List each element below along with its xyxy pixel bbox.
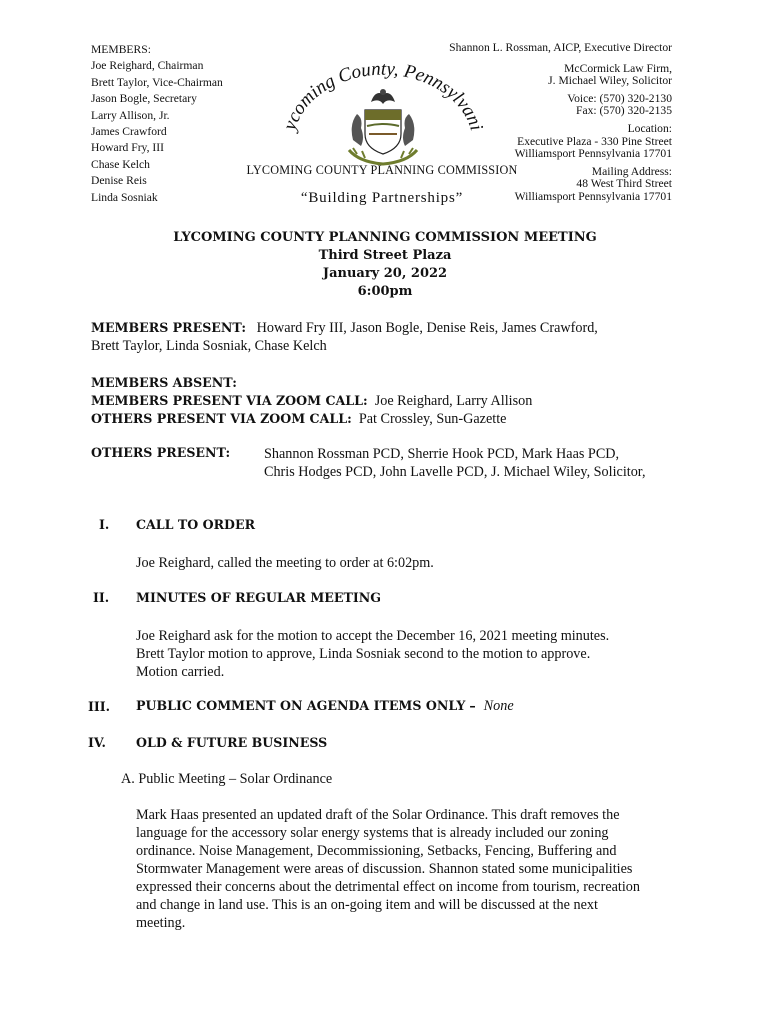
others-present-line: Chris Hodges PCD, John Lavelle PCD, J. Michael Wiley, Solicitor, (264, 464, 646, 480)
member-item: Joe Reighard, Chairman (91, 59, 204, 73)
commission-name: LYCOMING COUNTY PLANNING COMMISSION (246, 163, 518, 177)
section-heading: CALL TO ORDER (136, 517, 256, 532)
paragraph-line: expressed their concerns about the detrimental effect on income from tourism, recreation (136, 879, 640, 895)
phone-block (449, 93, 672, 118)
section-number: III. (88, 699, 111, 714)
paragraph-line: and change in land use. This is an on-going item and will be discussed at the next (136, 897, 598, 913)
others-present-value (264, 445, 646, 481)
section-heading-row (136, 697, 514, 715)
solicitor: J. Michael Wiley, Solicitor (548, 74, 672, 88)
zoom-members-value: Joe Reighard, Larry Allison (374, 393, 533, 409)
fax-number: Fax: (570) 320-2135 (576, 104, 672, 118)
subsection-text (136, 806, 640, 932)
others-present-label: OTHERS PRESENT: (91, 445, 231, 460)
mailing-line: 48 West Third Street (576, 177, 672, 191)
mailing-block (449, 166, 672, 204)
paragraph-line: Motion carried. (136, 664, 225, 680)
title-line: LYCOMING COUNTY PLANNING COMMISSION MEETING (173, 230, 597, 245)
title-time: 6:00pm (357, 284, 413, 299)
executive-director: Shannon L. Rossman, AICP, Executive Director (449, 41, 672, 54)
subsection-label: A. Public Meeting – Solar Ordinance (121, 771, 333, 787)
location-line: Williamsport Pennsylvania 17701 (514, 147, 672, 161)
mailing-label: Mailing Address: (591, 164, 672, 178)
location-label: Location: (627, 121, 672, 135)
tagline: “Building Partnerships” (300, 190, 464, 206)
member-item: Howard Fry, III (91, 141, 164, 155)
seal-arc-text: coming County, Pennsylvan (283, 58, 483, 129)
paragraph-line: Brett Taylor motion to approve, Linda Sosniak second to the motion to approve. (136, 646, 591, 662)
section-number: I. (99, 517, 110, 532)
section-heading: OLD & FUTURE BUSINESS (136, 735, 328, 750)
members-absent-label: MEMBERS ABSENT: (91, 375, 237, 390)
members-list (91, 42, 223, 206)
paragraph-line: Mark Haas presented an updated draft of the Solar Ordinance. This draft removes the (136, 807, 620, 823)
member-item: Chase Kelch (91, 157, 150, 171)
location-line: Executive Plaza - 330 Pine Street (517, 134, 672, 148)
section-value: None (483, 698, 514, 714)
section-number: IV. (88, 735, 106, 750)
member-item: Linda Sosniak (91, 190, 158, 204)
meeting-title (91, 229, 679, 301)
paragraph-line: Stormwater Management were areas of discussion. Shannon stated some municipalities (136, 861, 633, 877)
title-venue: Third Street Plaza (318, 248, 452, 263)
location-block (449, 123, 672, 161)
member-item: Denise Reis (91, 174, 147, 188)
members-present-value-2: Brett Taylor, Linda Sosniak, Chase Kelch (91, 338, 327, 354)
member-item: James Crawford (91, 125, 167, 139)
member-item: Larry Allison, Jr. (91, 108, 170, 122)
section-text (136, 627, 609, 681)
contact-info (449, 42, 672, 209)
section-text: Joe Reighard, called the meeting to order at 6:02pm. (136, 555, 434, 571)
law-firm: McCormick Law Firm, (564, 61, 672, 75)
mailing-line: Williamsport Pennsylvania 17701 (514, 189, 672, 203)
section-number: II. (93, 590, 110, 605)
voice-number: Voice: (570) 320-2130 (567, 91, 672, 105)
section-heading: PUBLIC COMMENT ON AGENDA ITEMS ONLY (136, 698, 466, 713)
others-zoom-value: Pat Crossley, Sun-Gazette (358, 411, 507, 427)
paragraph-line: meeting. (136, 915, 186, 931)
title-date: January 20, 2022 (322, 266, 448, 281)
member-item: Brett Taylor, Vice-Chairman (91, 75, 223, 89)
zoom-members-label: MEMBERS PRESENT VIA ZOOM CALL: (91, 393, 368, 408)
paragraph-line: language for the accessory solar energy systems that is already included our zoning (136, 825, 609, 841)
members-present-label: MEMBERS PRESENT: (91, 320, 246, 335)
heading-dash: – (469, 698, 476, 713)
section-heading: MINUTES OF REGULAR MEETING (136, 590, 382, 605)
paragraph-line: ordinance. Noise Management, Decommissioning, Setbacks, Fencing, Buffering and (136, 843, 617, 859)
members-present (91, 319, 681, 355)
members-label: MEMBERS: (91, 43, 151, 56)
attendance-block (91, 374, 681, 428)
solicitor-block (449, 63, 672, 88)
others-present-line: Shannon Rossman PCD, Sherrie Hook PCD, Mark Haas PCD, (264, 446, 620, 462)
paragraph-line: Joe Reighard ask for the motion to accept the December 16, 2021 meeting minutes. (136, 628, 610, 644)
member-item: Jason Bogle, Secretary (91, 92, 197, 106)
others-zoom-label: OTHERS PRESENT VIA ZOOM CALL: (91, 411, 352, 426)
members-present-value: Howard Fry III, Jason Bogle, Denise Reis, James Crawford, (256, 320, 598, 336)
